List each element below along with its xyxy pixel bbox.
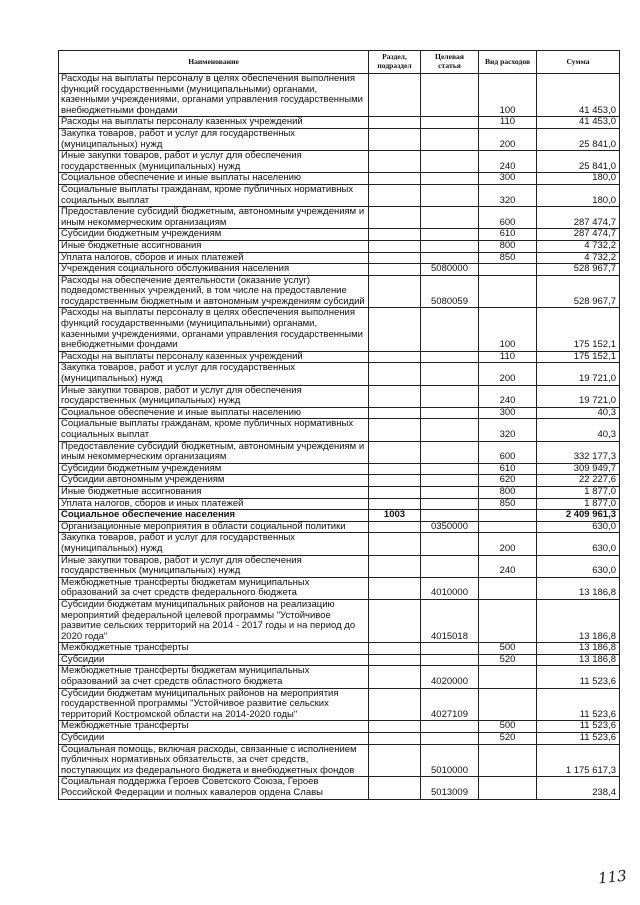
table-row [59,688,620,721]
row-name: Социальное обеспечение и иные выплаты населению [59,407,369,419]
row-sum: 40,3 [537,407,620,419]
row-target [421,151,479,173]
row-name: Межбюджетные трансферты [59,643,369,655]
row-sum: 175 152,1 [537,351,620,363]
budget-table [58,50,620,800]
row-target [421,441,479,463]
row-name: Расходы на обеспечение деятельности (оказание услуг) подведомственных учреждений, в том числе на предоставление государственным бюджетным и автономным учреждениям субсидий [59,275,369,308]
row-target [421,173,479,185]
row-sum: 4 732,2 [537,252,620,264]
table-row [59,385,620,407]
row-section [369,407,421,419]
row-target [421,533,479,555]
row-sum: 180,0 [537,173,620,185]
row-type: 110 [479,351,537,363]
table-row [59,666,620,688]
row-type: 520 [479,654,537,666]
row-sum: 19 721,0 [537,385,620,407]
table-row [59,275,620,308]
table-row [59,363,620,385]
row-section [369,275,421,308]
row-type: 110 [479,117,537,129]
row-sum: 287 474,7 [537,229,620,241]
table-row [59,151,620,173]
row-section [369,264,421,276]
row-name: Иные закупки товаров, работ и услуг для обеспечения государственных (муниципальных) нужд [59,151,369,173]
row-section [369,498,421,510]
row-target [421,240,479,252]
row-type: 320 [479,419,537,441]
row-target: 4020000 [421,666,479,688]
table-row [59,117,620,129]
table-row [59,486,620,498]
row-type [479,688,537,721]
row-name: Субсидии бюджетам муниципальных районов на реализацию мероприятий федеральной целевой программы "Устойчивое развитие сельских территорий на 2014 - 2017 годы и на период до 2020 года" [59,599,369,642]
row-name: Иные бюджетные ассигнования [59,240,369,252]
row-target [421,351,479,363]
row-section [369,733,421,745]
header-section: Раздел, подраздел [369,51,421,74]
row-sum: 1 175 617,3 [537,744,620,777]
row-target [421,510,479,522]
header-type: Вид расходов [479,51,537,74]
row-target [421,184,479,206]
row-sum: 25 841,0 [537,128,620,150]
row-type: 620 [479,475,537,487]
row-sum: 22 227,6 [537,475,620,487]
row-section [369,463,421,475]
row-type [479,510,537,522]
row-sum: 630,0 [537,555,620,577]
row-target: 0350000 [421,521,479,533]
row-name: Субсидии бюджетам муниципальных районов на мероприятия государственной программы "Устойчивое развитие сельских территорий Костромской области на 2014-2020 годы" [59,688,369,721]
table-body [59,74,620,800]
row-sum: 287 474,7 [537,207,620,229]
row-section [369,308,421,351]
row-name: Предоставление субсидий бюджетным, автономным учреждениям и иным некоммерческим организациям [59,441,369,463]
row-target [421,654,479,666]
row-name: Субсидии [59,654,369,666]
row-section [369,385,421,407]
table-row [59,184,620,206]
row-section [369,117,421,129]
row-name: Субсидии автономным учреждениям [59,475,369,487]
row-name: Расходы на выплаты персоналу казенных учреждений [59,351,369,363]
table-row [59,498,620,510]
row-sum: 180,0 [537,184,620,206]
row-sum: 630,0 [537,533,620,555]
table-row [59,777,620,799]
table-header-row [59,51,620,74]
row-section [369,744,421,777]
row-sum: 238,4 [537,777,620,799]
row-section [369,363,421,385]
row-name: Закупка товаров, работ и услуг для государственных (муниципальных) нужд [59,363,369,385]
row-section [369,688,421,721]
row-name: Межбюджетные трансферты бюджетам муниципальных образований за счет средств областного бюджета [59,666,369,688]
row-section [369,777,421,799]
row-section [369,654,421,666]
row-section [369,441,421,463]
table-row [59,407,620,419]
row-target [421,419,479,441]
table-row [59,475,620,487]
table-row [59,240,620,252]
row-name: Организационные мероприятия в области социальной политики [59,521,369,533]
row-target: 5080000 [421,264,479,276]
header-sum: Сумма [537,51,620,74]
row-sum: 11 523,6 [537,688,620,721]
row-section [369,666,421,688]
row-name: Межбюджетные трансферты бюджетам муниципальных образований за счет средств федерального бюджета [59,577,369,599]
row-type [479,264,537,276]
row-target: 4015018 [421,599,479,642]
row-section [369,486,421,498]
page-number: 113 [597,866,628,888]
row-type: 600 [479,207,537,229]
table-row [59,128,620,150]
table-row [59,419,620,441]
table-row [59,643,620,655]
row-section [369,207,421,229]
row-target [421,308,479,351]
row-name: Социальные выплаты гражданам, кроме публичных нормативных социальных выплат [59,419,369,441]
row-section [369,599,421,642]
table-row [59,577,620,599]
table-row [59,599,620,642]
row-target [421,363,479,385]
row-name: Уплата налогов, сборов и иных платежей [59,252,369,264]
row-section [369,173,421,185]
row-name: Закупка товаров, работ и услуг для государственных (муниципальных) нужд [59,533,369,555]
row-section [369,151,421,173]
row-target [421,74,479,117]
row-sum: 2 409 961,3 [537,510,620,522]
row-section: 1003 [369,510,421,522]
row-sum: 630,0 [537,521,620,533]
row-sum: 40,3 [537,419,620,441]
row-sum: 332 177,3 [537,441,620,463]
row-target [421,229,479,241]
row-name: Закупка товаров, работ и услуг для государственных (муниципальных) нужд [59,128,369,150]
row-name: Субсидии бюджетным учреждениям [59,229,369,241]
row-sum: 19 721,0 [537,363,620,385]
row-name: Предоставление субсидий бюджетным, автономным учреждениям и иным некоммерческим организациям [59,207,369,229]
row-section [369,533,421,555]
row-sum: 13 186,8 [537,643,620,655]
row-section [369,184,421,206]
row-sum: 11 523,6 [537,733,620,745]
row-target [421,128,479,150]
row-sum: 13 186,8 [537,577,620,599]
table-row [59,654,620,666]
row-name: Иные бюджетные ассигнования [59,486,369,498]
row-type: 240 [479,151,537,173]
row-type [479,577,537,599]
row-target [421,252,479,264]
row-target: 5013009 [421,777,479,799]
table-row [59,264,620,276]
row-name: Иные закупки товаров, работ и услуг для обеспечения государственных (муниципальных) нужд [59,385,369,407]
row-section [369,475,421,487]
row-sum: 13 186,8 [537,654,620,666]
table-row [59,533,620,555]
row-sum: 41 453,0 [537,74,620,117]
row-sum: 309 949,7 [537,463,620,475]
row-sum: 4 732,2 [537,240,620,252]
table-row [59,555,620,577]
row-type: 800 [479,486,537,498]
row-type: 500 [479,643,537,655]
row-name: Учреждения социального обслуживания населения [59,264,369,276]
row-name: Уплата налогов, сборов и иных платежей [59,498,369,510]
row-sum: 1 877,0 [537,498,620,510]
row-target: 4027109 [421,688,479,721]
row-sum: 528 967,7 [537,275,620,308]
table-row [59,308,620,351]
row-target [421,407,479,419]
row-name: Расходы на выплаты персоналу в целях обеспечения выполнения функций государственными (муниципальными) органами, казенными учреждениями, органами управления государственными внебюджетными фондами [59,308,369,351]
row-type: 850 [479,498,537,510]
row-name: Социальная помощь, включая расходы, связанные с исполнением публичных нормативных обязательств, за счет средств, поступающих из федерального бюджета и внебюджетных фондов [59,744,369,777]
row-type: 200 [479,533,537,555]
row-target [421,555,479,577]
row-name: Социальное обеспечение населения [59,510,369,522]
row-name: Расходы на выплаты персоналу казенных учреждений [59,117,369,129]
row-name: Социальное обеспечение и иные выплаты населению [59,173,369,185]
row-sum: 41 453,0 [537,117,620,129]
row-target [421,463,479,475]
row-sum: 1 877,0 [537,486,620,498]
table-row [59,441,620,463]
table-row [59,510,620,522]
row-sum: 13 186,8 [537,599,620,642]
header-target: Целевая статья [421,51,479,74]
row-target [421,498,479,510]
row-type: 100 [479,74,537,117]
row-type: 850 [479,252,537,264]
row-section [369,577,421,599]
row-target [421,475,479,487]
row-type: 800 [479,240,537,252]
row-section [369,74,421,117]
row-section [369,721,421,733]
row-type: 240 [479,555,537,577]
table-row [59,733,620,745]
row-name: Межбюджетные трансферты [59,721,369,733]
table-row [59,207,620,229]
row-name: Субсидии бюджетным учреждениям [59,463,369,475]
row-type: 320 [479,184,537,206]
table-row [59,463,620,475]
row-section [369,643,421,655]
row-name: Социальные выплаты гражданам, кроме публичных нормативных социальных выплат [59,184,369,206]
row-section [369,252,421,264]
row-target [421,117,479,129]
row-name: Социальная поддержка Героев Советского Союза, Героев Российской Федерации и полных кавалеров ордена Славы [59,777,369,799]
table-row [59,351,620,363]
row-target [421,733,479,745]
row-type: 300 [479,407,537,419]
row-type: 610 [479,463,537,475]
table-row [59,74,620,117]
row-type: 300 [479,173,537,185]
table-row [59,173,620,185]
row-type: 610 [479,229,537,241]
row-type [479,521,537,533]
table-row [59,744,620,777]
row-section [369,419,421,441]
row-type [479,275,537,308]
row-target [421,385,479,407]
row-sum: 25 841,0 [537,151,620,173]
row-target [421,486,479,498]
row-type: 200 [479,363,537,385]
row-target: 5010000 [421,744,479,777]
row-section [369,555,421,577]
row-type: 520 [479,733,537,745]
row-target [421,643,479,655]
row-type [479,744,537,777]
row-type: 200 [479,128,537,150]
row-type: 100 [479,308,537,351]
row-name: Иные закупки товаров, работ и услуг для обеспечения государственных (муниципальных) нужд [59,555,369,577]
table-row [59,252,620,264]
row-section [369,240,421,252]
row-target: 4010000 [421,577,479,599]
budget-table-container [58,50,619,800]
row-type: 600 [479,441,537,463]
table-row [59,721,620,733]
row-type: 240 [479,385,537,407]
row-section [369,351,421,363]
row-section [369,521,421,533]
row-name: Расходы на выплаты персоналу в целях обеспечения выполнения функций государственными (муниципальными) органами, казенными учреждениями, органами управления государственными внебюджетными фондами [59,74,369,117]
row-sum: 11 523,6 [537,721,620,733]
row-name: Субсидии [59,733,369,745]
row-section [369,128,421,150]
row-target: 5080059 [421,275,479,308]
row-sum: 11 523,6 [537,666,620,688]
row-type [479,599,537,642]
table-row [59,521,620,533]
row-type [479,666,537,688]
row-sum: 175 152,1 [537,308,620,351]
row-target [421,207,479,229]
row-target [421,721,479,733]
row-sum: 528 967,7 [537,264,620,276]
row-section [369,229,421,241]
row-type [479,777,537,799]
header-name: Наименование [59,51,369,74]
table-row [59,229,620,241]
row-type: 500 [479,721,537,733]
